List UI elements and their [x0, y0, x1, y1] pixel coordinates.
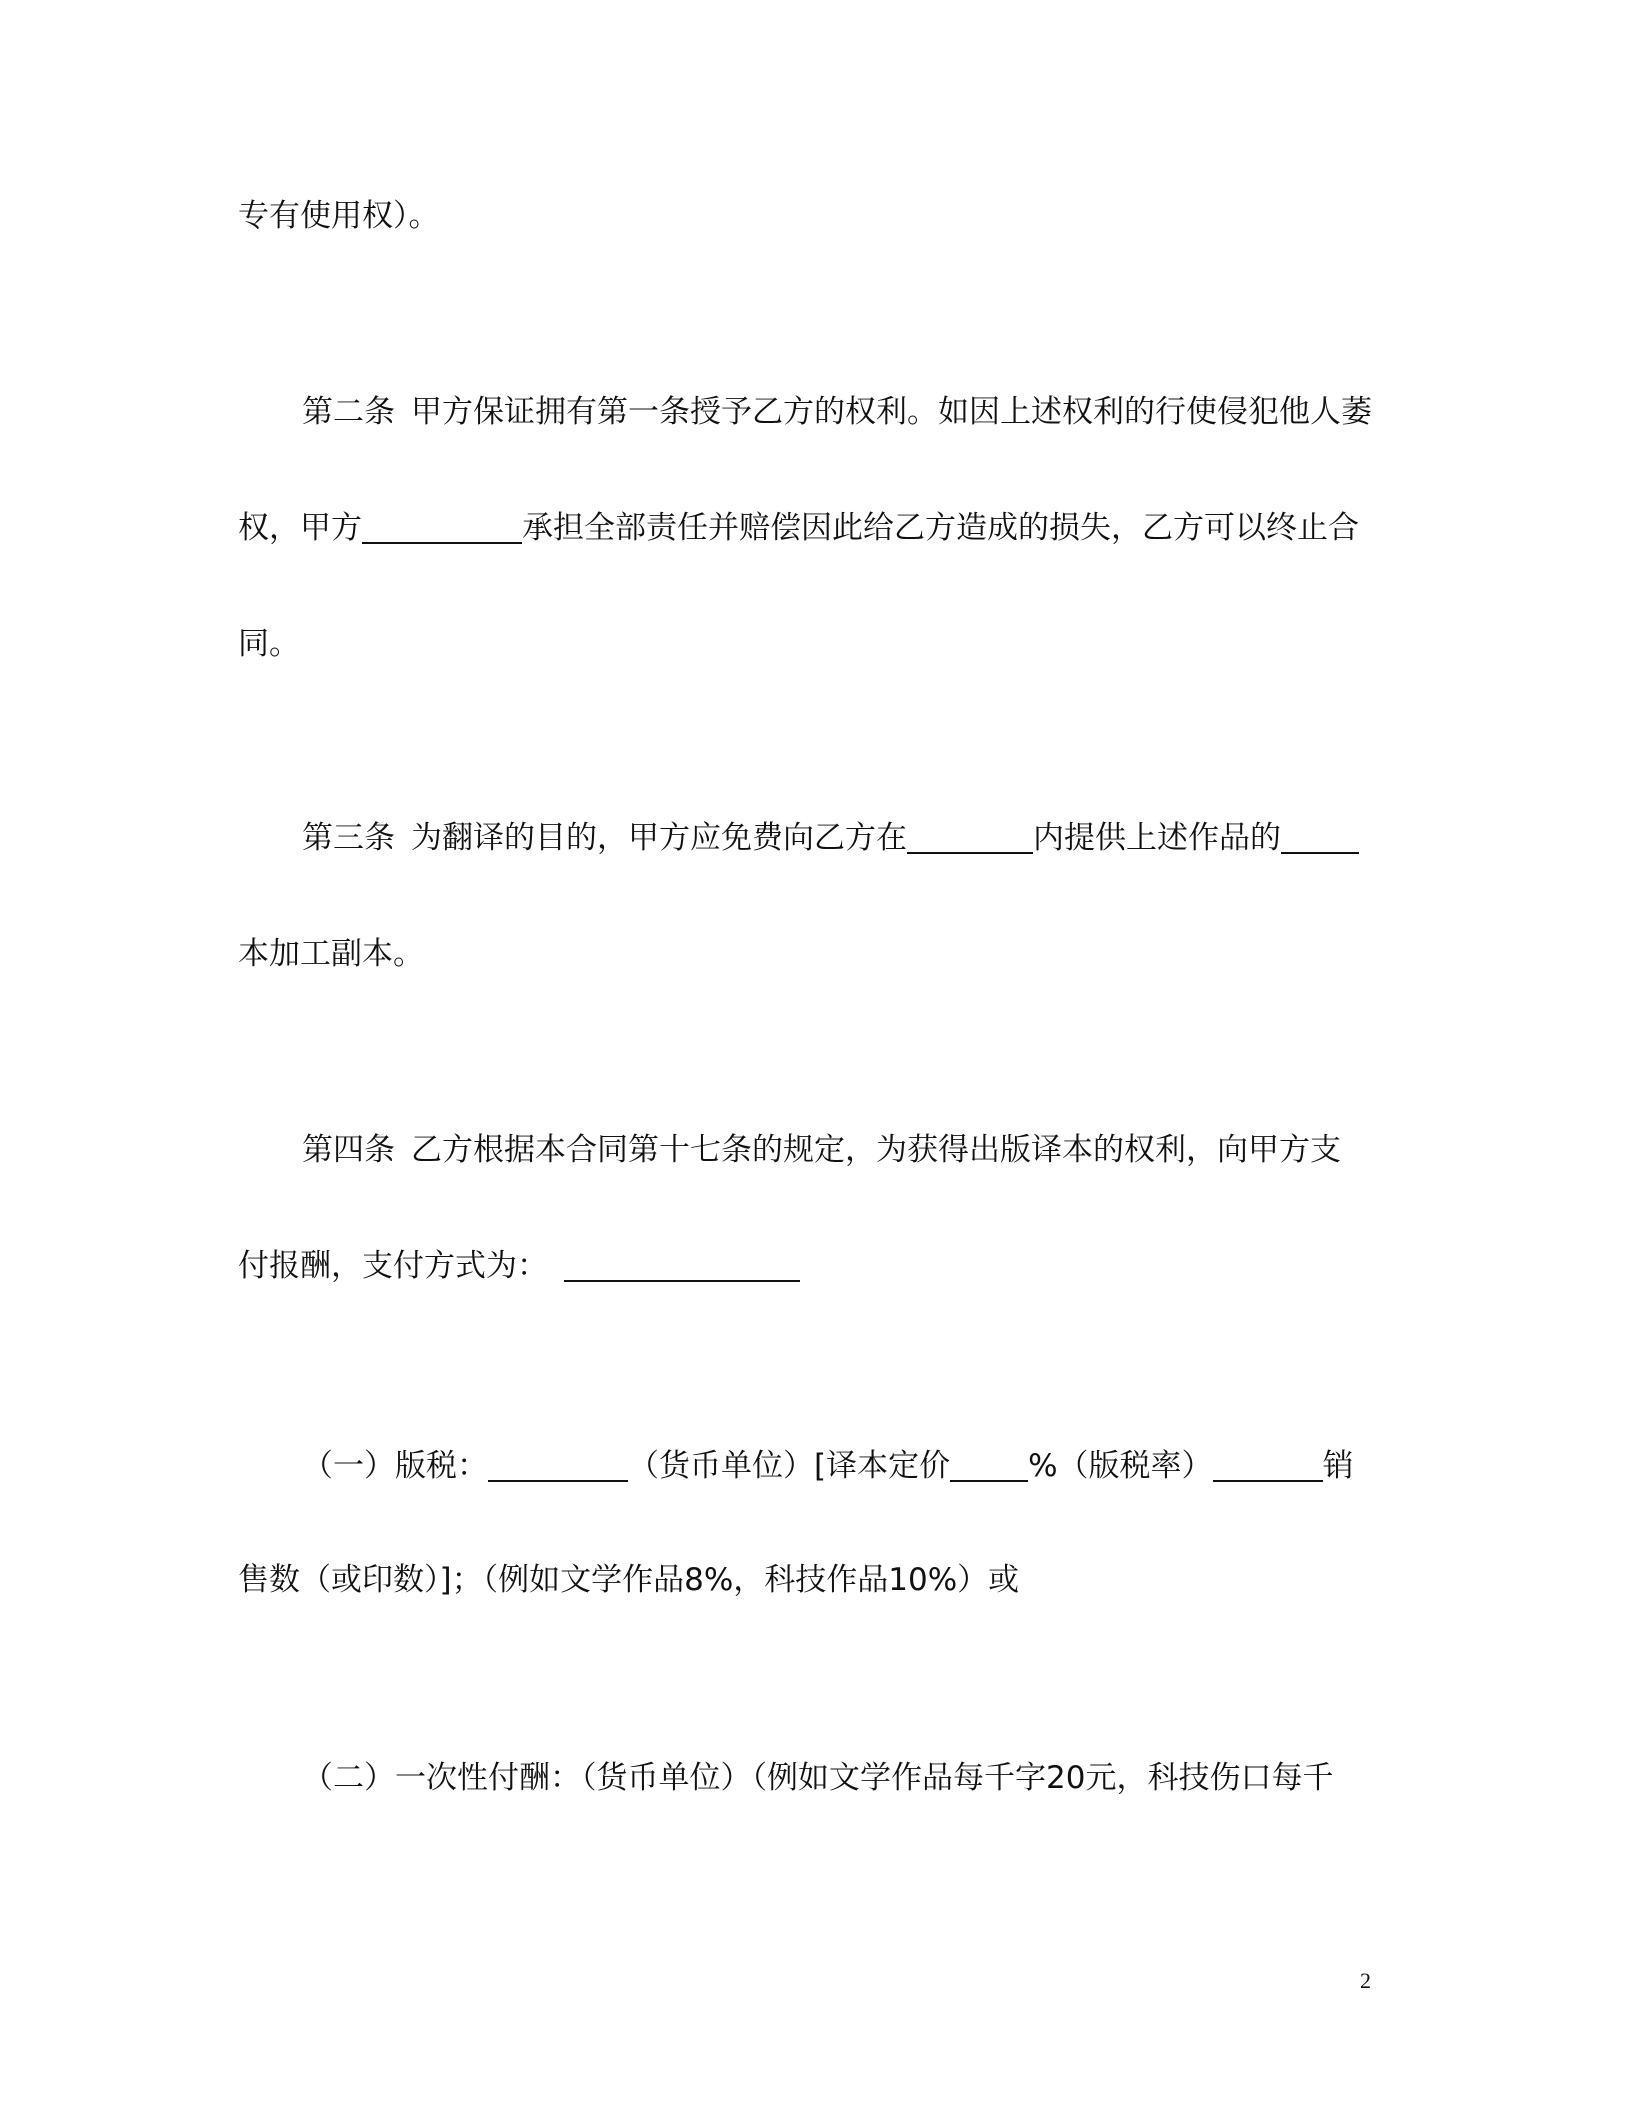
article-label: 第二条 — [302, 394, 395, 430]
clause-2-line-1 — [302, 1758, 1333, 1798]
article-2-line-1 — [302, 392, 1372, 432]
clause-1-line-1 — [302, 1446, 1354, 1486]
text: 乙方根据本合同第十七条的规定，为获得出版译本的权利，向甲方支 — [411, 1132, 1341, 1168]
text: 本加工副本。 — [238, 936, 424, 972]
text: 内提供上述作品的 — [1033, 820, 1281, 856]
article-label: 第三条 — [302, 820, 395, 856]
text: 专有使用权）。 — [238, 198, 440, 234]
text: （二）一次性付酬：（货币单位）（例如文学作品每千字20元，科技伤口每千 — [302, 1760, 1334, 1796]
clause-1-line-2 — [238, 1560, 1019, 1600]
text: 售数（或印数）]；（例如文学作品8%，科技作品10%）或 — [238, 1562, 1020, 1598]
text: 为翻译的目的，甲方应免费向乙方在 — [411, 820, 907, 856]
fill-in-blank — [1281, 824, 1359, 854]
fill-in-blank — [1213, 1452, 1323, 1482]
article-4-line-1 — [302, 1130, 1341, 1170]
text: 权，甲方 — [238, 510, 362, 546]
fill-in-blank — [362, 514, 522, 544]
text: 甲方保证拥有第一条授予乙方的权利。如因上述权利的行使侵犯他人萎 — [411, 394, 1372, 430]
text: （货币单位）[译本定价 — [628, 1448, 951, 1484]
text: 同。 — [238, 626, 300, 662]
text: 承担全部责任并赔偿因此给乙方造成的损失，乙方可以终止合 — [522, 510, 1359, 546]
fill-in-blank — [564, 1252, 800, 1282]
paragraph-1-line-1 — [238, 196, 440, 236]
fill-in-blank — [950, 1452, 1028, 1482]
text: 付报酬，支付方式为： — [238, 1248, 548, 1284]
article-4-line-2 — [238, 1246, 800, 1286]
article-2-line-3 — [238, 624, 300, 664]
text: 销 — [1322, 1448, 1354, 1484]
text: %（版税率） — [1028, 1448, 1213, 1484]
article-3-line-1 — [302, 818, 1359, 858]
fill-in-blank — [907, 824, 1033, 854]
fill-in-blank — [488, 1452, 628, 1482]
text: （一）版税： — [302, 1448, 488, 1484]
article-2-line-2 — [238, 508, 1359, 548]
page-number: 2 — [1360, 1968, 1371, 1993]
article-label: 第四条 — [302, 1132, 395, 1168]
article-3-line-2 — [238, 934, 424, 974]
